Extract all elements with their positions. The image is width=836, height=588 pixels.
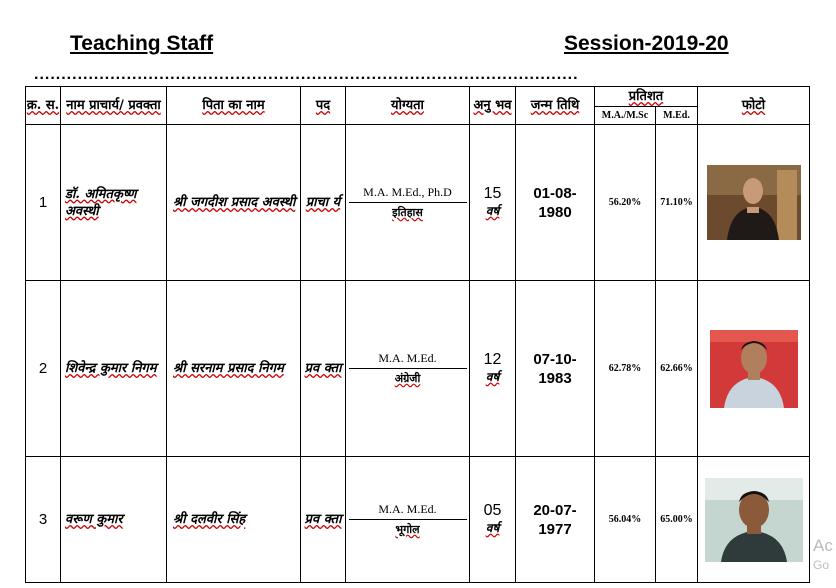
cell-percent-med: 62.66% [656, 281, 698, 457]
cell-dob: 20-07- 1977 [516, 457, 595, 583]
cell-qualification [346, 281, 470, 457]
staff-photo-1 [707, 165, 801, 240]
cell-sno: 2 [26, 281, 61, 457]
cell-father: श्री जगदीश प्रसाद अवस्थी [167, 125, 301, 281]
page-title: Teaching Staff [70, 32, 214, 55]
subject-text: इतिहास [392, 206, 423, 219]
watermark-line1: Ac [813, 536, 833, 555]
cell-name: डॉ. अमितकृष्ण अवस्थी [61, 125, 167, 281]
dotted-separator: .................................................................................................... [34, 66, 579, 83]
experience-unit: वर्ष [485, 370, 500, 384]
cell-percent-ma: 56.20% [595, 125, 656, 281]
staff-photo-3 [705, 478, 803, 562]
cell-sno: 3 [26, 457, 61, 583]
cell-father: श्री दलवीर सिंह [167, 457, 301, 583]
col-header-post: पद [301, 87, 346, 125]
cell-percent-ma: 62.78% [595, 281, 656, 457]
col-header-ma: M.A./M.Sc [595, 107, 656, 125]
col-header-sno: क्र. स. [26, 87, 61, 125]
cell-dob: 07-10- 1983 [516, 281, 595, 457]
cell-percent-med: 65.00% [656, 457, 698, 583]
experience-unit: वर्ष [485, 204, 500, 218]
col-header-experience: अनु भव [470, 87, 516, 125]
subject-text: भूगोल [395, 523, 420, 536]
cell-experience [470, 457, 516, 583]
cell-name: वरूण कुमार [61, 457, 167, 583]
cell-dob: 01-08- 1980 [516, 125, 595, 281]
table-row [26, 457, 810, 583]
table-row [26, 125, 810, 281]
experience-years: 12 [483, 351, 502, 368]
col-header-qualification: योग्यता [346, 87, 470, 125]
col-header-name: नाम प्राचार्य/ प्रवक्ता [61, 87, 167, 125]
cell-photo [698, 281, 810, 457]
cell-post: प्रव क्ता [301, 281, 346, 457]
session-label: Session-2019-20 [564, 32, 729, 55]
cell-post: प्रव क्ता [301, 457, 346, 583]
cell-experience [470, 125, 516, 281]
degree-text: M.A. M.Ed. [349, 351, 467, 369]
cell-qualification [346, 125, 470, 281]
staff-photo-2 [710, 330, 798, 408]
cell-post: प्राचा र्य [301, 125, 346, 281]
col-header-dob: जन्म तिथि [516, 87, 595, 125]
experience-years: 05 [483, 502, 502, 519]
degree-text: M.A. M.Ed., Ph.D [349, 185, 467, 203]
col-header-med: M.Ed. [656, 107, 698, 125]
cell-photo [698, 125, 810, 281]
watermark-line2: Go [813, 558, 830, 572]
experience-unit: वर्ष [485, 521, 500, 535]
cell-name: शिवेन्द्र कुमार निगम [61, 281, 167, 457]
cell-sno: 1 [26, 125, 61, 281]
col-header-father: पिता का नाम [167, 87, 301, 125]
col-header-percent: प्रतिशत [595, 87, 698, 107]
cell-qualification [346, 457, 470, 583]
col-header-photo: फोटो [698, 87, 810, 125]
cell-percent-med: 71.10% [656, 125, 698, 281]
table-row [26, 281, 810, 457]
cell-father: श्री सरनाम प्रसाद निगम [167, 281, 301, 457]
header-row [26, 87, 810, 107]
degree-text: M.A. M.Ed. [349, 502, 467, 520]
cell-photo [698, 457, 810, 583]
experience-years: 15 [483, 185, 502, 202]
cell-percent-ma: 56.04% [595, 457, 656, 583]
cell-experience [470, 281, 516, 457]
subject-text: अंग्रेजी [394, 372, 421, 385]
staff-table [25, 86, 810, 583]
